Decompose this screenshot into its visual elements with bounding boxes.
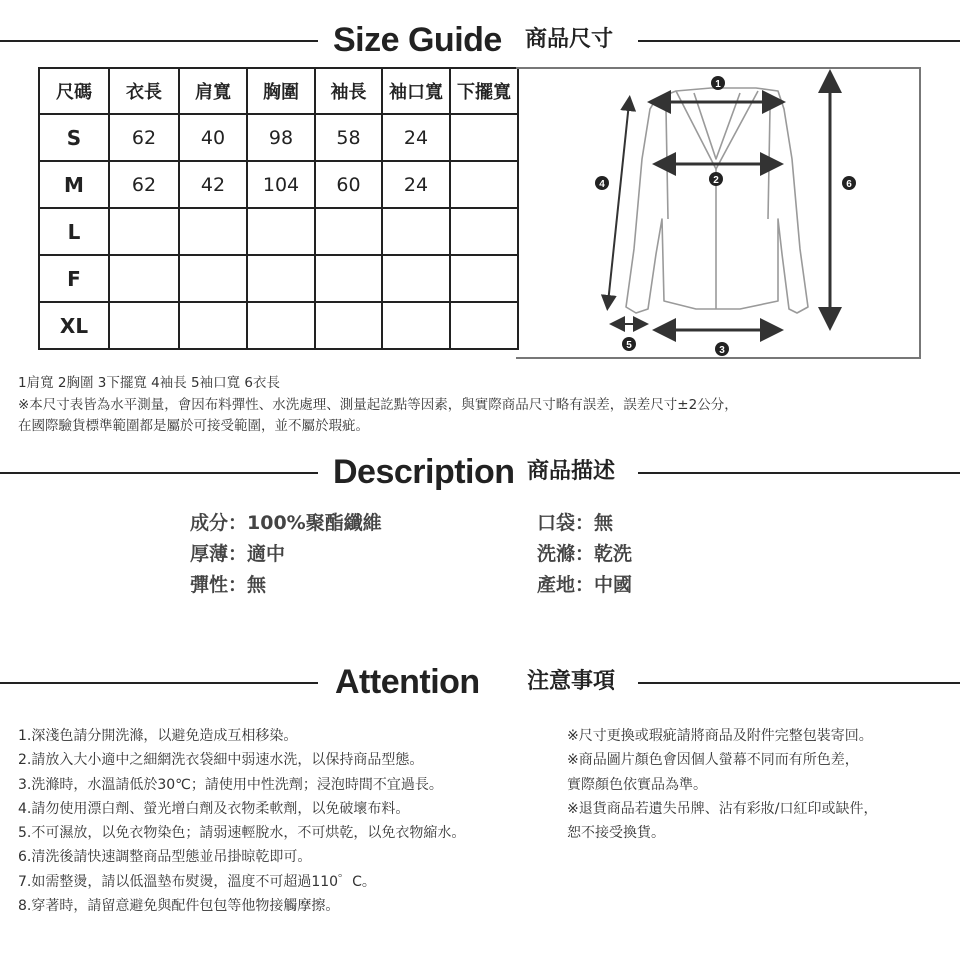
header-cell: 胸圍 [247, 68, 315, 114]
header-cell: 下擺寬 [450, 68, 518, 114]
divider [0, 40, 318, 42]
care-item: 1.深淺色請分開洗滌，以避免造成互相移染。 [18, 728, 298, 744]
material-spec: 成分：100%聚酯纖維 [190, 512, 382, 534]
policy-item: 恕不接受換貨。 [567, 825, 665, 842]
policy-item: 實際顏色依實品為準。 [567, 776, 707, 793]
svg-text:1: 1 [715, 79, 721, 90]
return-policy [567, 724, 877, 845]
marker-1 [711, 76, 725, 90]
table-cell: 42 [179, 161, 247, 208]
table-cell [315, 255, 382, 302]
pocket-spec: 口袋：無 [537, 512, 614, 534]
size-label-cell: F [39, 255, 109, 302]
size-guide-title: Size Guide [333, 21, 502, 59]
divider [0, 472, 318, 474]
table-cell [247, 302, 315, 349]
care-item: 8.穿著時，請留意避免與配件包包等他物接觸摩擦。 [18, 898, 340, 915]
marker-5 [622, 337, 636, 351]
table-cell: 104 [247, 161, 315, 208]
description-right [537, 508, 632, 601]
divider [0, 682, 318, 684]
table-cell [179, 208, 247, 255]
cardigan-illustration [516, 69, 919, 359]
table-cell [179, 255, 247, 302]
size-table [38, 67, 519, 350]
table-cell [450, 114, 518, 161]
table-cell: 24 [382, 161, 450, 208]
header-cell: 袖口寬 [382, 68, 450, 114]
garment-diagram [516, 67, 921, 359]
table-cell [109, 302, 179, 349]
care-instructions [18, 724, 465, 918]
table-row [39, 302, 518, 349]
policy-item: ※商品圖片顏色會因個人螢幕不同而有所色差， [567, 752, 859, 769]
size-guide-subtitle: 商品尺寸 [525, 27, 614, 52]
header-cell: 袖長 [315, 68, 382, 114]
attention-header [0, 662, 960, 702]
svg-text:5: 5 [626, 340, 632, 351]
header-cell: 尺碼 [39, 68, 109, 114]
table-cell: 62 [109, 114, 179, 161]
care-item: 3.洗滌時，水溫請低於30℃；請使用中性洗劑；浸泡時間不宜過長。 [18, 776, 443, 793]
table-cell [247, 208, 315, 255]
table-cell: 40 [179, 114, 247, 161]
table-cell [450, 255, 518, 302]
divider [638, 40, 960, 42]
size-table-header-row [39, 68, 518, 114]
table-cell [247, 255, 315, 302]
marker-2 [709, 172, 723, 186]
sleeve-arrow [608, 103, 629, 303]
care-item: 2.請放入大小適中之細網洗衣袋細中弱速水洗，以保持商品型態。 [18, 752, 424, 769]
table-cell: 24 [382, 114, 450, 161]
table-cell [179, 302, 247, 349]
table-cell [382, 255, 450, 302]
elasticity-spec: 彈性：無 [190, 574, 267, 596]
table-cell [450, 208, 518, 255]
table-cell [450, 161, 518, 208]
description-subtitle: 商品描述 [527, 459, 616, 484]
divider [638, 472, 960, 474]
table-cell: 60 [315, 161, 382, 208]
marker-6 [842, 176, 856, 190]
care-item: 6.清洗後請快速調整商品型態並吊掛晾乾即可。 [18, 849, 312, 866]
svg-text:2: 2 [713, 175, 719, 186]
table-cell [382, 208, 450, 255]
description-header [0, 452, 960, 492]
svg-text:4: 4 [599, 179, 605, 190]
table-cell [109, 255, 179, 302]
marker-4 [595, 176, 609, 190]
care-item: 7.如需整燙，請以低溫墊布熨燙，溫度不可超過110゜C。 [18, 873, 376, 890]
table-cell: 62 [109, 161, 179, 208]
table-cell [109, 208, 179, 255]
table-row [39, 114, 518, 161]
size-label-cell: L [39, 208, 109, 255]
attention-subtitle: 注意事項 [527, 669, 616, 694]
origin-spec: 產地：中國 [537, 574, 633, 596]
table-cell [382, 302, 450, 349]
table-row [39, 208, 518, 255]
table-cell [315, 302, 382, 349]
divider [638, 682, 960, 684]
description-title: Description [333, 453, 515, 491]
policy-item: ※尺寸更換或瑕疵請將商品及附件完整包裝寄回。 [567, 728, 873, 744]
table-cell: 98 [247, 114, 315, 161]
size-label-cell: M [39, 161, 109, 208]
description-left [190, 508, 382, 601]
measurement-legend: 1肩寬 2胸圍 3下擺寬 4袖長 5袖口寬 6衣長 [18, 375, 280, 391]
care-item: 5.不可濕放，以免衣物染色；請弱速輕脫水，不可烘乾，以免衣物縮水。 [18, 825, 466, 842]
table-cell [315, 208, 382, 255]
table-cell: 58 [315, 114, 382, 161]
size-guide-header [0, 20, 960, 60]
washing-spec: 洗滌：乾洗 [537, 543, 633, 565]
header-cell: 衣長 [109, 68, 179, 114]
table-row [39, 255, 518, 302]
svg-text:3: 3 [719, 345, 725, 356]
care-item: 4.請勿使用漂白劑、螢光增白劑及衣物柔軟劑，以免破壞布料。 [18, 800, 410, 817]
svg-text:6: 6 [846, 179, 852, 190]
size-label-cell: XL [39, 302, 109, 349]
table-cell [450, 302, 518, 349]
size-label-cell: S [39, 114, 109, 161]
policy-item: ※退貨商品若遺失吊牌、沾有彩妝/口紅印或缺件， [567, 800, 878, 817]
table-row [39, 161, 518, 208]
measurement-note: ※本尺寸表皆為水平測量，會因布料彈性、水洗處理、測量起訖點等因素，與實際商品尺寸略有誤差，誤差尺寸±2公分， [18, 396, 738, 413]
thickness-spec: 厚薄：適中 [190, 543, 286, 565]
header-cell: 肩寬 [179, 68, 247, 114]
marker-3 [715, 342, 729, 356]
size-notes [18, 373, 738, 438]
garment-outline [626, 88, 808, 313]
measurement-note: 在國際驗貨標準範圍都是屬於可接受範圍，並不屬於瑕疵。 [18, 418, 369, 434]
attention-title: Attention [335, 663, 480, 701]
